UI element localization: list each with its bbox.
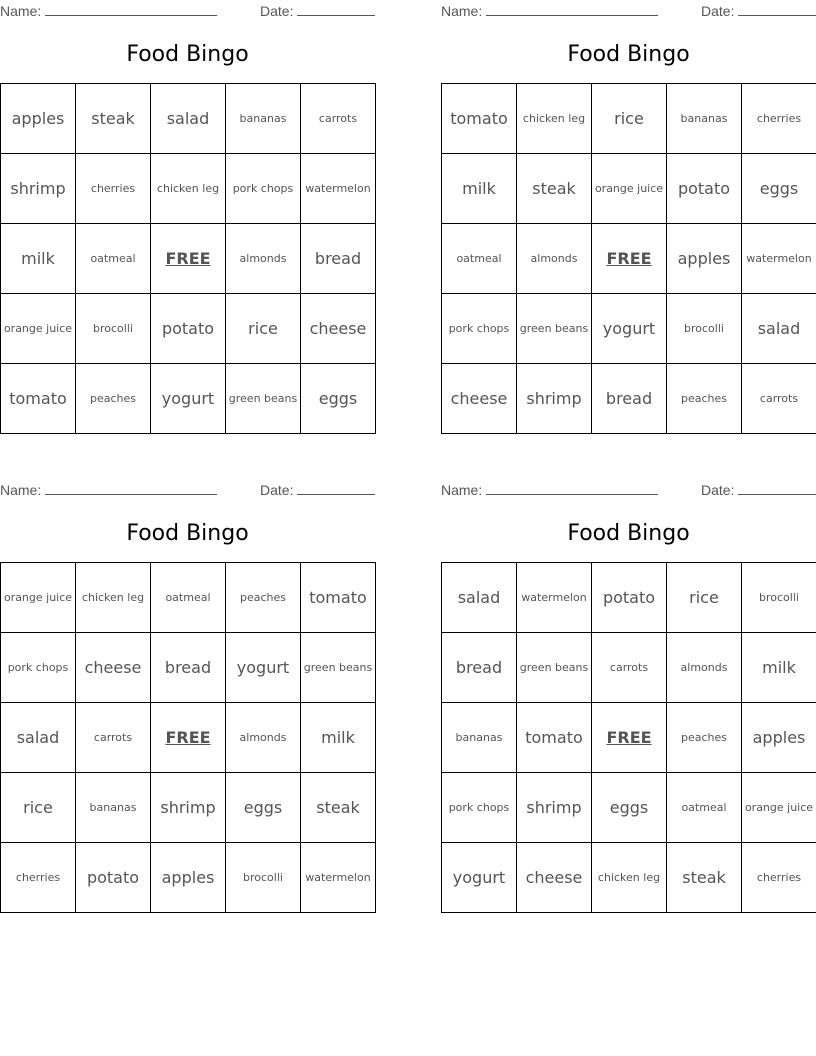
name-blank-line	[45, 15, 217, 16]
card-header	[0, 482, 375, 498]
free-space-cell: FREE	[151, 224, 226, 294]
bingo-cell: watermelon	[301, 843, 376, 913]
bingo-cell: rice	[592, 84, 667, 154]
bingo-cell: shrimp	[517, 364, 592, 434]
bingo-cell: oatmeal	[76, 224, 151, 294]
bingo-row	[1, 773, 376, 843]
bingo-card	[441, 0, 816, 434]
bingo-cell: tomato	[442, 84, 517, 154]
bingo-row	[1, 154, 376, 224]
bingo-row	[442, 703, 816, 773]
bingo-cell: cheese	[76, 633, 151, 703]
bingo-cell: brocolli	[667, 294, 742, 364]
card-title: Food Bingo	[126, 42, 249, 67]
bingo-cell: milk	[1, 224, 76, 294]
bingo-cell: pork chops	[1, 633, 76, 703]
bingo-cell: cheese	[301, 294, 376, 364]
date-label: Date:	[260, 482, 294, 498]
bingo-cell: oatmeal	[151, 563, 226, 633]
bingo-row	[442, 563, 816, 633]
bingo-cell: cherries	[742, 84, 816, 154]
bingo-cell: peaches	[667, 364, 742, 434]
bingo-cell: tomato	[517, 703, 592, 773]
bingo-cell: green beans	[517, 294, 592, 364]
bingo-cell: pork chops	[442, 773, 517, 843]
name-label: Name:	[0, 3, 42, 19]
bingo-row	[442, 773, 816, 843]
bingo-cell: bread	[151, 633, 226, 703]
date-label: Date:	[701, 3, 735, 19]
bingo-cell: milk	[742, 633, 816, 703]
bingo-card	[0, 479, 375, 913]
name-label: Name:	[0, 482, 42, 498]
bingo-card	[0, 0, 375, 434]
bingo-cell: milk	[301, 703, 376, 773]
bingo-row	[1, 224, 376, 294]
bingo-row	[442, 633, 816, 703]
bingo-cell: eggs	[592, 773, 667, 843]
bingo-row	[1, 703, 376, 773]
bingo-cell: pork chops	[226, 154, 301, 224]
bingo-cell: watermelon	[301, 154, 376, 224]
bingo-cell: eggs	[301, 364, 376, 434]
name-label: Name:	[441, 3, 483, 19]
bingo-cell: carrots	[76, 703, 151, 773]
bingo-row	[442, 294, 816, 364]
bingo-cell: green beans	[226, 364, 301, 434]
card-title: Food Bingo	[567, 521, 690, 546]
date-blank-line	[297, 494, 375, 495]
bingo-cell: orange juice	[1, 563, 76, 633]
date-blank-line	[738, 15, 816, 16]
bingo-cell: green beans	[517, 633, 592, 703]
bingo-cell: eggs	[226, 773, 301, 843]
bingo-cell: watermelon	[517, 563, 592, 633]
bingo-cell: rice	[667, 563, 742, 633]
bingo-cell: brocolli	[742, 563, 816, 633]
bingo-cell: salad	[742, 294, 816, 364]
bingo-row	[1, 563, 376, 633]
bingo-cell: shrimp	[1, 154, 76, 224]
bingo-cell: bananas	[442, 703, 517, 773]
bingo-cell: steak	[301, 773, 376, 843]
bingo-cell: bananas	[667, 84, 742, 154]
bingo-row	[1, 633, 376, 703]
name-blank-line	[45, 494, 217, 495]
bingo-cell: tomato	[1, 364, 76, 434]
bingo-grid	[0, 562, 376, 913]
bingo-cell: yogurt	[226, 633, 301, 703]
bingo-cell: salad	[1, 703, 76, 773]
bingo-cell: potato	[151, 294, 226, 364]
bingo-grid	[441, 83, 816, 434]
bingo-cell: potato	[667, 154, 742, 224]
bingo-cell: rice	[226, 294, 301, 364]
bingo-cell: steak	[517, 154, 592, 224]
bingo-cell: carrots	[742, 364, 816, 434]
bingo-row	[442, 224, 816, 294]
bingo-cell: orange juice	[742, 773, 816, 843]
bingo-cell: brocolli	[76, 294, 151, 364]
bingo-cell: pork chops	[442, 294, 517, 364]
name-blank-line	[486, 494, 658, 495]
free-space-cell: FREE	[151, 703, 226, 773]
bingo-cell: tomato	[301, 563, 376, 633]
bingo-row	[442, 154, 816, 224]
bingo-cell: salad	[442, 563, 517, 633]
date-label: Date:	[701, 482, 735, 498]
card-header	[0, 3, 375, 19]
bingo-cell: oatmeal	[667, 773, 742, 843]
bingo-cell: peaches	[667, 703, 742, 773]
bingo-cell: peaches	[76, 364, 151, 434]
date-label: Date:	[260, 3, 294, 19]
bingo-cell: yogurt	[151, 364, 226, 434]
date-blank-line	[297, 15, 375, 16]
bingo-cell: steak	[76, 84, 151, 154]
bingo-cell: yogurt	[592, 294, 667, 364]
bingo-cell: carrots	[592, 633, 667, 703]
bingo-cell: almonds	[226, 703, 301, 773]
bingo-cell: cherries	[76, 154, 151, 224]
bingo-cell: potato	[76, 843, 151, 913]
bingo-cell: shrimp	[151, 773, 226, 843]
bingo-cell: eggs	[742, 154, 816, 224]
bingo-cell: yogurt	[442, 843, 517, 913]
bingo-cell: milk	[442, 154, 517, 224]
bingo-cell: orange juice	[1, 294, 76, 364]
bingo-cell: chicken leg	[151, 154, 226, 224]
bingo-row	[1, 843, 376, 913]
bingo-cell: apples	[667, 224, 742, 294]
bingo-row	[442, 364, 816, 434]
bingo-cell: almonds	[226, 224, 301, 294]
free-space-cell: FREE	[592, 224, 667, 294]
free-space-cell: FREE	[592, 703, 667, 773]
card-title: Food Bingo	[126, 521, 249, 546]
bingo-cell: carrots	[301, 84, 376, 154]
bingo-cell: chicken leg	[592, 843, 667, 913]
bingo-cell: salad	[151, 84, 226, 154]
bingo-row	[1, 84, 376, 154]
bingo-cell: bread	[301, 224, 376, 294]
bingo-cell: chicken leg	[76, 563, 151, 633]
bingo-cell: apples	[151, 843, 226, 913]
bingo-cell: oatmeal	[442, 224, 517, 294]
date-blank-line	[738, 494, 816, 495]
bingo-cell: steak	[667, 843, 742, 913]
bingo-grid	[0, 83, 376, 434]
name-blank-line	[486, 15, 658, 16]
bingo-cell: cheese	[442, 364, 517, 434]
bingo-cell: cheese	[517, 843, 592, 913]
bingo-cell: shrimp	[517, 773, 592, 843]
bingo-cell: almonds	[667, 633, 742, 703]
bingo-cell: rice	[1, 773, 76, 843]
bingo-row	[1, 364, 376, 434]
name-label: Name:	[441, 482, 483, 498]
bingo-cell: apples	[1, 84, 76, 154]
bingo-row	[1, 294, 376, 364]
bingo-cell: chicken leg	[517, 84, 592, 154]
bingo-cell: green beans	[301, 633, 376, 703]
bingo-grid	[441, 562, 816, 913]
bingo-cell: watermelon	[742, 224, 816, 294]
bingo-cell: almonds	[517, 224, 592, 294]
bingo-cell: peaches	[226, 563, 301, 633]
bingo-cell: cherries	[1, 843, 76, 913]
bingo-cell: potato	[592, 563, 667, 633]
bingo-row	[442, 843, 816, 913]
bingo-row	[442, 84, 816, 154]
bingo-cell: orange juice	[592, 154, 667, 224]
bingo-cell: bread	[442, 633, 517, 703]
bingo-cell: brocolli	[226, 843, 301, 913]
card-header	[441, 3, 816, 19]
card-title: Food Bingo	[567, 42, 690, 67]
card-header	[441, 482, 816, 498]
bingo-cell: bread	[592, 364, 667, 434]
bingo-cell: apples	[742, 703, 816, 773]
bingo-card	[441, 479, 816, 913]
bingo-cell: cherries	[742, 843, 816, 913]
bingo-cell: bananas	[226, 84, 301, 154]
bingo-cell: bananas	[76, 773, 151, 843]
